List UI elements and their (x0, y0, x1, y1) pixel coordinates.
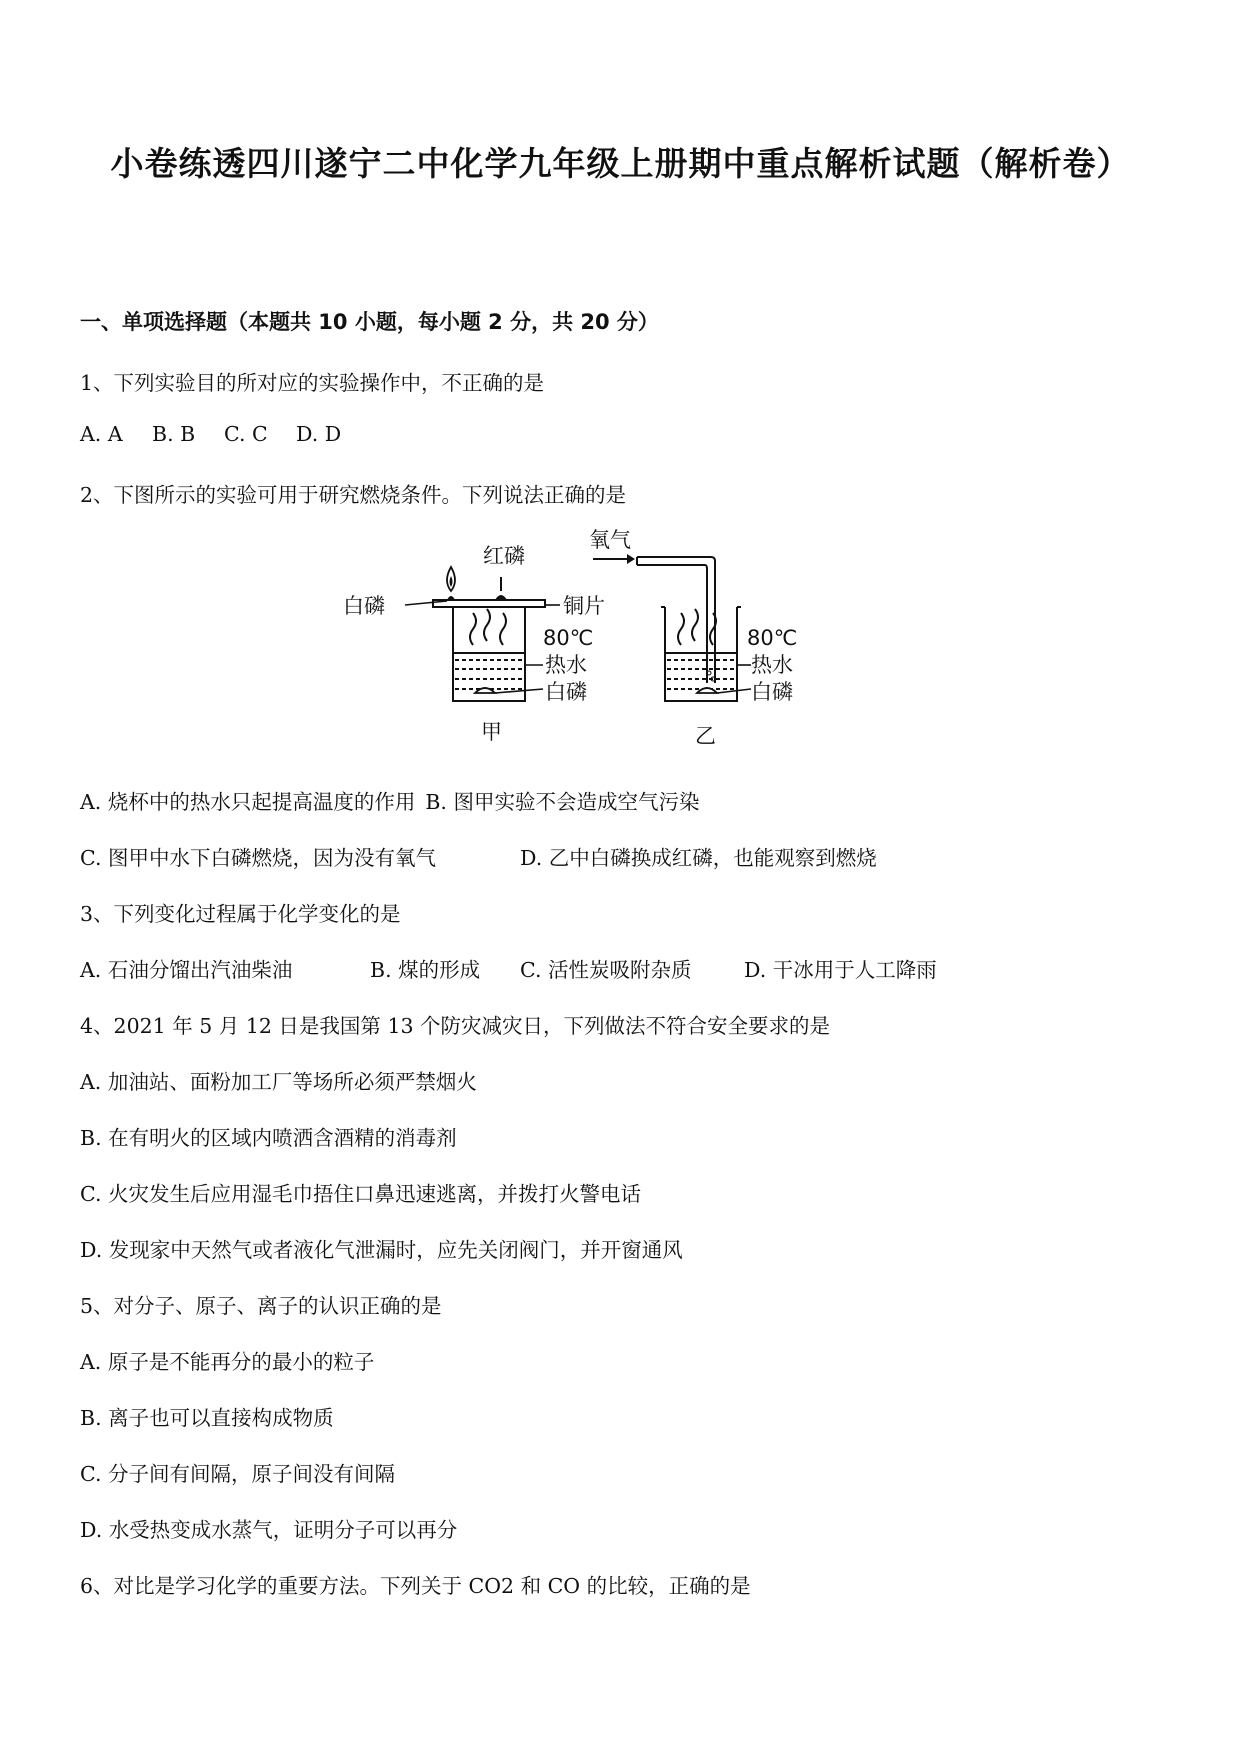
label-white-phosphorus-water-jia: 白磷 (545, 680, 587, 704)
q5-option-b: B. 离子也可以直接构成物质 (80, 1406, 334, 1430)
question-4-stem: 4、2021 年 5 月 12 日是我国第 13 个防灾减灾日，下列做法不符合安全要求的是 (80, 1014, 831, 1038)
question-6-stem: 6、对比是学习化学的重要方法。下列关于 CO2 和 CO 的比较，正确的是 (80, 1574, 751, 1598)
q3-option-a: A. 石油分馏出汽油柴油 (80, 958, 293, 982)
q4-option-b: B. 在有明火的区域内喷洒含酒精的消毒剂 (80, 1126, 457, 1150)
caption-jia: 甲 (481, 720, 502, 744)
q5-option-c: C. 分子间有间隔，原子间没有间隔 (80, 1462, 395, 1486)
q5-option-a: A. 原子是不能再分的最小的粒子 (80, 1350, 375, 1374)
beaker-yi (661, 607, 741, 701)
section-heading: 一、单项选择题（本题共 10 小题，每小题 2 分，共 20 分） (80, 310, 659, 334)
copper-plate (433, 600, 545, 607)
caption-yi: 乙 (695, 724, 716, 748)
white-phosphorus-on-plate (447, 596, 455, 600)
question-2-stem: 2、下图所示的实验可用于研究燃烧条件。下列说法正确的是 (80, 483, 627, 507)
q1-option-a: A. A (80, 422, 123, 446)
question-2-options-row2 (80, 841, 877, 871)
q3-option-c: C. 活性炭吸附杂质 (520, 958, 692, 982)
question-1-options (80, 422, 341, 446)
q4-option-d: D. 发现家中天然气或者液化气泄漏时，应先关闭阀门，并开窗通风 (80, 1238, 683, 1262)
combustion-diagram (343, 528, 875, 753)
question-5-stem: 5、对分子、原子、离子的认识正确的是 (80, 1294, 442, 1318)
label-temperature-jia: 80℃ (543, 626, 594, 650)
label-hot-water-yi: 热水 (751, 653, 793, 677)
question-2-options-row1 (80, 785, 699, 815)
q2-option-d: D. 乙中白磷换成红磷，也能观察到燃烧 (520, 846, 877, 870)
red-phosphorus (495, 595, 507, 600)
q3-option-d: D. 干冰用于人工降雨 (744, 958, 937, 982)
question-3-stem: 3、下列变化过程属于化学变化的是 (80, 902, 401, 926)
question-1-stem: 1、下列实验目的所对应的实验操作中，不正确的是 (80, 371, 545, 395)
q4-option-c: C. 火灾发生后应用湿毛巾捂住口鼻迅速逃离，并拨打火警电话 (80, 1182, 641, 1206)
q4-option-a: A. 加油站、面粉加工厂等场所必须严禁烟火 (80, 1070, 477, 1094)
label-white-phosphorus-yi: 白磷 (751, 680, 793, 704)
question-3-options (80, 953, 937, 983)
q2-option-c: C. 图甲中水下白磷燃烧，因为没有氧气 (80, 846, 436, 870)
oxygen-tube (637, 557, 715, 683)
q1-option-b: B. B (152, 422, 196, 446)
page-title: 小卷练透四川遂宁二中化学九年级上册期中重点解析试题（解析卷） (110, 144, 1131, 183)
white-phosphorus-yi (697, 688, 717, 693)
label-copper-plate: 铜片 (563, 594, 605, 618)
label-temperature-yi: 80℃ (747, 626, 798, 650)
label-hot-water-jia: 热水 (545, 653, 587, 677)
label-white-phosphorus-plate: 白磷 (343, 594, 385, 618)
q5-option-d: D. 水受热变成水蒸气，证明分子可以再分 (80, 1518, 458, 1542)
q1-option-c: C. C (224, 422, 268, 446)
combustion-experiment-figure (343, 528, 875, 753)
beaker-jia (453, 607, 525, 701)
q2-option-b: B. 图甲实验不会造成空气污染 (425, 790, 700, 814)
q2-option-a: A. 烧杯中的热水只起提高温度的作用 (80, 790, 416, 814)
q1-option-d: D. D (296, 422, 342, 446)
arrow-right-icon (627, 554, 635, 564)
q3-option-b: B. 煤的形成 (370, 958, 481, 982)
label-red-phosphorus: 红磷 (483, 544, 525, 568)
label-oxygen: 氧气 (589, 528, 631, 552)
